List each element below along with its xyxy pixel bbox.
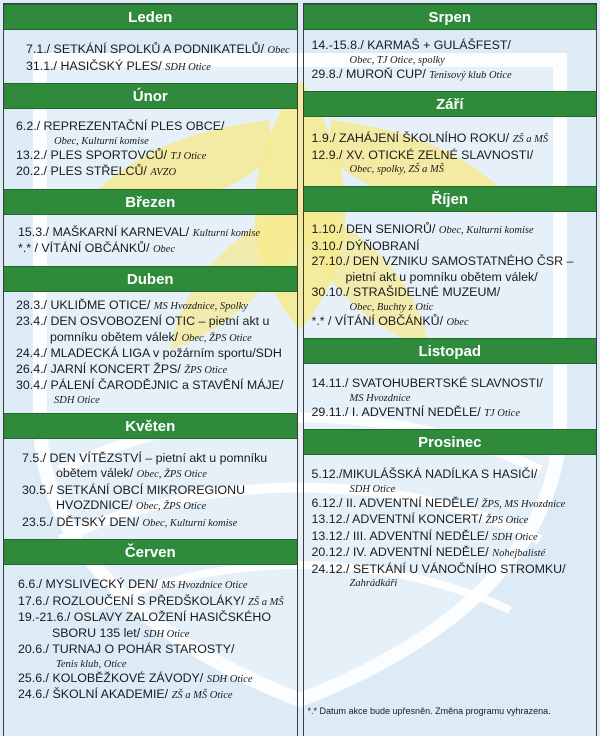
event-item — [312, 496, 593, 513]
event-list-srpen — [304, 30, 597, 91]
event-organizer: Obec — [446, 316, 469, 328]
event-organizer: Obec — [152, 244, 176, 255]
event-organizer: Tenisový klub Otice — [429, 69, 512, 81]
event-organizer: MS Hvozdnice, Spolky — [153, 300, 248, 312]
event-item — [18, 687, 293, 704]
event-item — [312, 405, 593, 422]
event-item — [16, 314, 293, 346]
event-item — [312, 545, 593, 562]
event-item — [22, 451, 293, 483]
event-item — [18, 610, 293, 642]
event-list-zari — [304, 117, 597, 186]
event-organizer: ZŠ a MŠ Otice — [171, 690, 233, 701]
event-title: 6.12./ II. ADVENTNÍ NEDĚLE/ — [311, 495, 479, 510]
event-title: 19.-21.6./ OSLAVY ZALOŽENÍ HASIČSKÉHO — [18, 610, 271, 624]
event-item — [16, 346, 293, 362]
event-title-continued-text: obětem válek/ — [56, 466, 134, 480]
month-header-srpen: Srpen — [304, 4, 597, 30]
event-title: 29.11./ I. ADVENTNÍ NEDĚLE/ — [311, 404, 481, 419]
event-item — [312, 38, 593, 67]
event-item — [16, 148, 293, 165]
event-organizer: SDH Otice — [143, 628, 190, 640]
event-list-kveten — [4, 439, 297, 540]
event-title: 14.-15.8./ KARMAŠ + GULÁŠFEST/ — [311, 38, 511, 52]
event-organizer: SDH Otice — [491, 531, 538, 543]
event-item — [16, 298, 293, 315]
event-item — [312, 239, 593, 255]
event-organizer: Obec, ŽPS Otice — [181, 332, 252, 344]
event-title: 30.5./ SETKÁNÍ OBCÍ MIKROREGIONU — [22, 482, 246, 497]
month-header-rijen: Říjen — [304, 186, 597, 212]
event-item — [26, 42, 293, 59]
event-title: 23.4./ DEN OSVOBOZENÍ OTIC – pietní akt u — [16, 314, 270, 328]
event-item — [312, 67, 593, 84]
month-header-kveten: Květen — [4, 413, 297, 439]
event-item — [18, 594, 293, 611]
event-organizer: SDH Otice — [54, 394, 100, 406]
month-header-listopad: Listopad — [304, 338, 597, 364]
event-list-rijen — [304, 212, 597, 338]
event-title: 31.1./ HASIČSKÝ PLES/ — [26, 58, 162, 73]
event-item — [16, 119, 293, 148]
event-title: 13.12./ ADVENTNÍ KONCERT/ — [311, 512, 483, 526]
event-organizer: SDH Otice — [206, 673, 253, 685]
event-organizer: Zahrádkáři — [349, 578, 398, 589]
event-title: 13.12./ III. ADVENTNÍ NEDĚLE/ — [311, 528, 489, 543]
event-title: 20.12./ IV. ADVENTNÍ NEDĚLE/ — [311, 545, 489, 559]
event-item — [16, 378, 293, 407]
event-organizer: MS Hvozdnice — [349, 392, 411, 404]
month-header-prosinec: Prosinec — [304, 429, 597, 455]
event-title: *.* / VÍTÁNÍ OBČÁNKŮ/ — [18, 241, 150, 255]
left-column — [3, 3, 298, 736]
event-title: 1.9./ ZAHÁJENÍ ŠKOLNÍHO ROKU/ — [311, 131, 510, 145]
event-item — [22, 483, 293, 515]
event-title: 20.6./ TURNAJ O POHÁR STAROSTY/ — [18, 642, 235, 656]
event-title-continued — [22, 498, 293, 515]
event-title-continued-text: pietní akt u pomníku obětem válek/ — [345, 269, 538, 284]
month-header-leden: Leden — [4, 4, 297, 30]
event-item — [18, 241, 293, 258]
event-organizer: Kulturní komise — [192, 227, 261, 239]
event-organizer: Tenis klub, Otice — [56, 658, 127, 670]
event-organizer: Obec, Kulturní komise — [142, 517, 238, 529]
event-title: 24.4./ MLADECKÁ LIGA v požárním sportu/SDH — [16, 346, 282, 360]
event-list-prosinec — [304, 455, 597, 594]
event-item — [312, 254, 593, 285]
event-organizer: Obec — [267, 45, 290, 56]
event-item — [312, 131, 593, 148]
event-title: 29.8./ MUROŇ CUP/ — [311, 66, 426, 81]
event-organizer: Obec, ŽPS Otice — [136, 469, 207, 480]
event-title: 27.10./ DEN VZNIKU SAMOSTATNÉHO ČSR – — [311, 254, 574, 268]
event-title: *.* / VÍTÁNÍ OBČÁNKŮ/ — [311, 313, 444, 328]
event-title: 24.6./ ŠKOLNÍ AKADEMIE/ — [18, 687, 169, 701]
event-title: 14.11./ SVATOHUBERTSKÉ SLAVNOSTI/ — [311, 376, 543, 390]
event-title: 6.2./ REPREZENTAČNÍ PLES OBCE/ — [16, 119, 225, 133]
event-item — [312, 512, 593, 529]
event-title: 28.3./ UKLIĎME OTICE/ — [16, 297, 151, 312]
event-title: 15.3./ MAŠKARNÍ KARNEVAL/ — [18, 224, 190, 239]
event-organizer: ŽPS, MS Hvozdnice — [481, 498, 566, 510]
event-organizer: ŽPS Otice — [485, 515, 529, 526]
event-item — [312, 285, 593, 314]
event-organizer: Obec, ŽPS Otice — [135, 501, 207, 512]
event-item — [312, 529, 593, 546]
event-item — [18, 671, 293, 688]
event-title: 30.4./ PÁLENÍ ČARODĚJNIC a STAVĚNÍ MÁJE/ — [16, 378, 284, 392]
event-organizer: Nohejbalisté — [492, 548, 546, 559]
event-title: 20.2./ PLES STŘELCŮ/ — [16, 164, 147, 178]
event-title: 7.1./ SETKÁNÍ SPOLKŮ A PODNIKATELŮ/ — [26, 42, 265, 56]
event-item — [312, 148, 593, 177]
event-title-continued — [16, 330, 293, 347]
month-header-cerven: Červen — [4, 539, 297, 565]
event-item — [18, 225, 293, 242]
event-organizer: Obec, Kulturní komise — [54, 135, 149, 147]
event-list-cerven — [4, 565, 297, 708]
event-title: 17.6./ ROZLOUČENÍ S PŘEDŠKOLÁKY/ — [18, 593, 245, 608]
event-item — [312, 222, 593, 239]
month-header-zari: Září — [304, 91, 597, 117]
event-organizer: Obec, spolky, ZŠ a MŠ — [349, 164, 444, 175]
event-item — [26, 59, 293, 76]
event-item — [312, 376, 593, 405]
event-title: 26.4./ JARNÍ KONCERT ŽPS/ — [16, 361, 181, 376]
event-organizer: ZŠ a MŠ — [512, 134, 549, 145]
event-organizer: ZŠ a MŠ — [248, 596, 284, 608]
event-item — [312, 562, 593, 591]
event-title: 12.9./ XV. OTICKÉ ZELNÉ SLAVNOSTI/ — [311, 147, 534, 162]
month-header-brezen: Březen — [4, 189, 297, 215]
event-item — [16, 164, 293, 181]
event-title: 3.10./ DÝŇOBRANÍ — [311, 238, 420, 253]
event-list-duben — [4, 292, 297, 413]
right-column — [303, 3, 598, 736]
event-list-leden — [4, 30, 297, 83]
event-organizer: Obec, Buchty z Otic — [349, 301, 434, 313]
event-organizer: Obec, Kulturní komise — [438, 225, 534, 236]
footnote: *.* Datum akce bude upřesněn. Změna programu vyhrazena. — [307, 706, 551, 716]
event-title: 1.10./ DEN SENIORŮ/ — [311, 222, 436, 236]
event-title-continued — [22, 466, 293, 483]
event-organizer: AVZO — [150, 167, 177, 178]
event-title-continued — [18, 626, 293, 643]
event-title: 5.12./MIKULÁŠSKÁ NADÍLKA S HASIČI/ — [311, 467, 538, 481]
event-organizer: TJ Otice — [170, 150, 207, 162]
event-title: 23.5./ DĚTSKÝ DEN/ — [22, 514, 140, 529]
event-list-brezen — [4, 215, 297, 266]
month-header-duben: Duben — [4, 266, 297, 292]
event-item — [16, 362, 293, 379]
month-header-unor: Únor — [4, 83, 297, 109]
event-title-continued-text: SBORU 135 let/ — [52, 625, 141, 640]
event-list-listopad — [304, 364, 597, 429]
event-title: 6.6./ MYSLIVECKÝ DEN/ — [18, 577, 158, 591]
event-organizer: ŽPS Otice — [184, 364, 228, 376]
event-organizer: SDH Otice — [165, 61, 211, 73]
event-item — [312, 467, 593, 496]
event-item — [18, 642, 293, 671]
event-title: 30.10./ STRAŠIDELNÉ MUZEUM/ — [311, 285, 501, 299]
event-title: 24.12./ SETKÁNÍ U VÁNOČNÍHO STROMKU/ — [311, 561, 566, 576]
event-title: 13.2./ PLES SPORTOVCŮ/ — [16, 147, 168, 162]
event-title: 25.6./ KOLOBĚŽKOVÉ ZÁVODY/ — [18, 670, 204, 685]
event-item — [22, 515, 293, 532]
event-organizer: Obec, TJ Otice, spolky — [349, 54, 445, 66]
event-title-continued-text: pomníku obětem válek/ — [50, 329, 179, 344]
event-item — [312, 314, 593, 331]
event-item — [18, 577, 293, 594]
event-title: 7.5./ DEN VÍTĚZSTVÍ – pietní akt u pomníku — [22, 450, 268, 465]
event-organizer: SDH Otice — [349, 483, 396, 495]
event-organizer: TJ Otice — [484, 407, 521, 419]
event-organizer: MS Hvozdnice Otice — [161, 580, 248, 591]
event-title-continued — [312, 270, 593, 286]
event-title-continued-text: HVOZDNICE/ — [56, 498, 133, 512]
event-list-unor — [4, 109, 297, 189]
